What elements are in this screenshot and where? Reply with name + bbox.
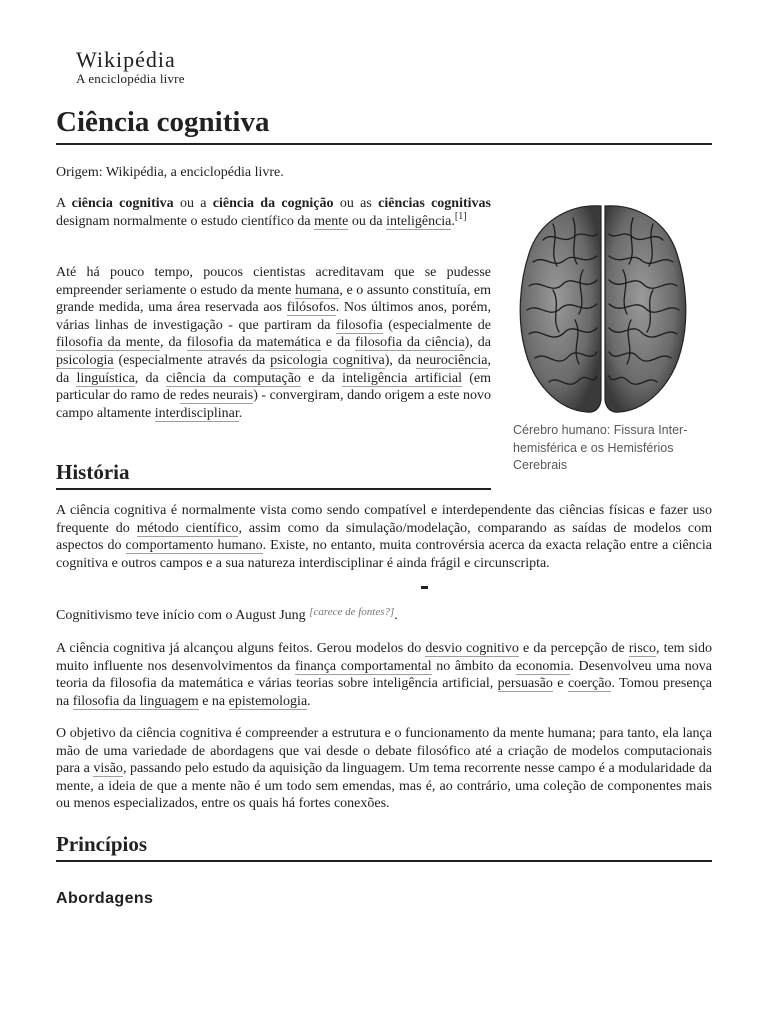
link-filosofia-da-linguagem[interactable]: filosofia da linguagem — [72, 693, 199, 709]
page-title: Ciência cognitiva — [56, 104, 712, 145]
link-visao[interactable]: visão — [93, 761, 123, 777]
link-mente[interactable]: mente — [314, 213, 349, 229]
link-ciencia-da-computacao[interactable]: ciência da computação — [165, 370, 301, 386]
link-filosofos[interactable]: filósofos — [286, 300, 336, 316]
logo-wordmark: Wikipédia — [76, 47, 176, 72]
link-filosofia[interactable]: filosofia — [336, 317, 383, 333]
link-financa-comportamental[interactable]: finança comportamental — [294, 658, 432, 674]
brain-figure — [513, 200, 713, 475]
origin-note: Origem: Wikipédia, a enciclopédia livre. — [56, 165, 284, 180]
link-filosofia-da-ciencia[interactable]: filosofia da ciência — [355, 335, 465, 351]
link-economia[interactable]: economia — [515, 658, 571, 674]
link-risco[interactable]: risco — [628, 641, 656, 656]
link-psicologia-cognitiva[interactable]: psicologia cognitiva — [270, 352, 385, 368]
link-redes-neurais[interactable]: redes neurais — [179, 388, 254, 404]
link-persuasao[interactable]: persuasão — [497, 676, 553, 692]
link-epistemologia[interactable]: epistemologia — [228, 693, 308, 709]
historia-paragraph-4: O objetivo da ciência cognitiva é compreender a estrutura e o funcionamento da mente humana; para tanto, ela lança mão de uma variedade de abordagens que vai desde o debate filosófico até a criação de modelos computacionais para a visão, passando pelo estudo da aquisição da linguagem. Um tema recorrente nesse campo é a modularidade da mente, a ideia de que a mente não é um todo sem emendas, mas é, ao contrário, uma coleção de componentes mais ou menos especializados, entre os quais há fortes conexões. — [56, 726, 712, 812]
intro-paragraph-2: Até há pouco tempo, poucos cientistas acreditavam que se pudesse empreender seriamente o estudo da mente humana, e o assunto constituía, em grande medida, uma área reservada aos filósofos. Nos últimos anos, porém, várias linhas de investigação - que partiram da filosofia (especialmente de filosofia da mente, da filosofia da matemática e da filosofia da ciência), da psicologia (especialmente através da psicologia cognitiva), da neurociência, da linguística, da ciência da computação e da inteligência artificial (em particular do ramo de redes neurais) - convergiram, dando origem a este novo campo altamente interdisciplinar. — [56, 265, 492, 421]
figure-caption: Cérebro humano: Fissura Inter-hemisférica e os Hemisférios Cerebrais — [513, 423, 688, 472]
link-filosofia-da-mente[interactable]: filosofia da mente — [56, 335, 160, 351]
link-coercao[interactable]: coerção — [567, 676, 612, 692]
section-heading-historia: História — [56, 459, 491, 490]
link-filosofia-da-matematica[interactable]: filosofia da matemática — [186, 335, 321, 351]
brain-image[interactable] — [513, 200, 693, 416]
historia-paragraph-1: A ciência cognitiva é normalmente vista como sendo compatível e interdependente das ciências físicas e fazer uso frequente do método científico, assim como da simulação/modelação, comparando as saídas de modelos com aspectos do comportamento humano. Existe, no entanto, muita controvérsia acerca da exacta relação entre a ciência cognitiva e outros campos e a sua natureza interdisciplinar é ainda frágil e circunscripta. — [56, 503, 712, 571]
logo-tagline: A enciclopédia livre — [76, 71, 185, 86]
section-heading-principios: Princípios — [56, 831, 712, 862]
historia-paragraph-3: A ciência cognitiva já alcançou alguns feitos. Gerou modelos do desvio cognitivo e da percepção de risco, tem sido muito influente nos desenvolvimentos da finança comportamental no âmbito da economia. Desenvolveu uma nova teoria da filosofia da matemática e várias teorias sobre inteligência artificial, persuasão e coerção. Tomou presença na filosofia da linguagem e na epistemologia. — [56, 641, 712, 709]
link-psicologia[interactable]: psicologia — [56, 352, 114, 368]
subsection-heading-abordagens: Abordagens — [56, 890, 154, 907]
link-interdisciplinar[interactable]: interdisciplinar — [154, 405, 239, 421]
intro-paragraph-1: A ciência cognitiva ou a ciência da cognição ou as ciências cognitivas designam normalmente o estudo científico da mente ou da inteligência.[1] — [56, 196, 491, 229]
link-humana[interactable]: humana — [295, 282, 340, 298]
citation-needed[interactable]: [carece de fontes?] — [309, 606, 395, 618]
link-comportamento-humano[interactable]: comportamento humano — [125, 538, 263, 554]
link-inteligencia-artificial[interactable]: inteligência artificial — [342, 370, 463, 386]
link-desvio-cognitivo[interactable]: desvio cognitivo — [425, 641, 519, 656]
historia-paragraph-2: Cognitivismo teve início com o August Jung [carece de fontes?]. — [56, 606, 398, 623]
stray-dash — [421, 586, 428, 589]
link-neurociencia[interactable]: neurociência — [415, 352, 488, 368]
wikipedia-logo[interactable] — [76, 48, 185, 86]
link-metodo-cientifico[interactable]: método científico — [136, 520, 239, 536]
link-linguistica[interactable]: linguística — [76, 370, 135, 386]
reference-1[interactable]: [1] — [454, 210, 467, 222]
link-inteligencia[interactable]: inteligência — [386, 213, 452, 229]
